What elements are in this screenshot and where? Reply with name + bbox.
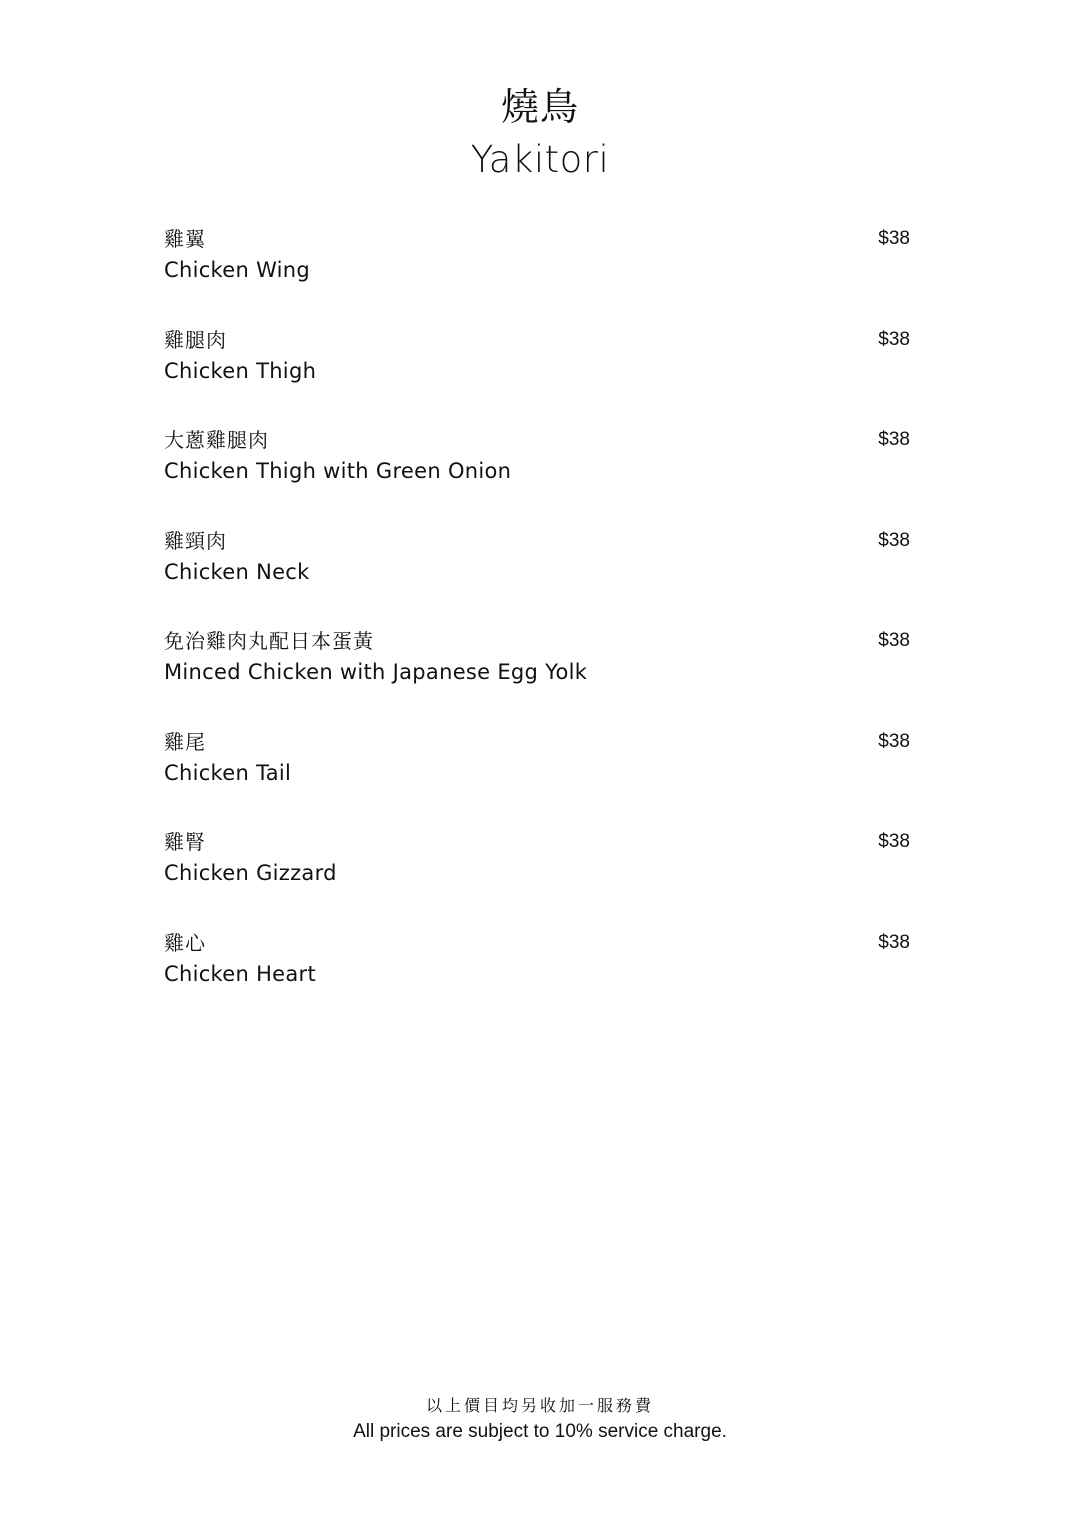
item-price: $38 [878, 931, 910, 953]
menu-item [164, 425, 910, 526]
item-name-chinese: 雞翼 [164, 227, 206, 251]
menu-item [164, 928, 910, 1029]
menu-item [164, 626, 910, 727]
menu-item [164, 827, 910, 928]
item-name-english: Chicken Thigh [164, 358, 317, 383]
item-price: $38 [878, 730, 910, 752]
item-price: $38 [878, 328, 910, 350]
item-name-chinese: 免治雞肉丸配日本蛋黃 [164, 629, 374, 653]
menu-item [164, 325, 910, 426]
service-charge-note-english: All prices are subject to 10% service charge. [353, 1421, 727, 1442]
page-title-english: Yakitori [470, 138, 610, 181]
item-name-english: Chicken Wing [164, 258, 311, 282]
item-price: $38 [878, 529, 910, 551]
item-name-english: Minced Chicken with Japanese Egg Yolk [164, 660, 588, 684]
item-name-english: Chicken Tail [164, 760, 292, 785]
item-price: $38 [878, 630, 910, 651]
item-name-chinese: 雞尾 [164, 729, 206, 754]
item-name-english: Chicken Heart [164, 961, 317, 986]
item-name-english: Chicken Gizzard [164, 861, 337, 885]
menu-list [164, 224, 910, 1028]
service-charge-note-chinese: 以上價目均另收加一服務費 [425, 1396, 654, 1415]
item-name-chinese: 雞頸肉 [164, 528, 227, 553]
item-name-english: Chicken Thigh with Green Onion [164, 459, 512, 483]
menu-header [0, 80, 1080, 186]
menu-item [164, 727, 910, 828]
item-name-english: Chicken Neck [164, 559, 310, 584]
menu-item [164, 224, 910, 325]
item-name-chinese: 雞腿肉 [164, 327, 227, 352]
item-price: $38 [878, 831, 910, 852]
item-price: $38 [878, 228, 910, 249]
item-name-chinese: 雞心 [164, 930, 206, 955]
item-name-chinese: 雞腎 [164, 830, 206, 854]
page-title-chinese: 燒鳥 [500, 85, 579, 129]
menu-item [164, 526, 910, 627]
item-name-chinese: 大蔥雞腿肉 [164, 428, 269, 452]
item-price: $38 [878, 429, 910, 450]
service-charge-note [0, 1394, 1080, 1446]
